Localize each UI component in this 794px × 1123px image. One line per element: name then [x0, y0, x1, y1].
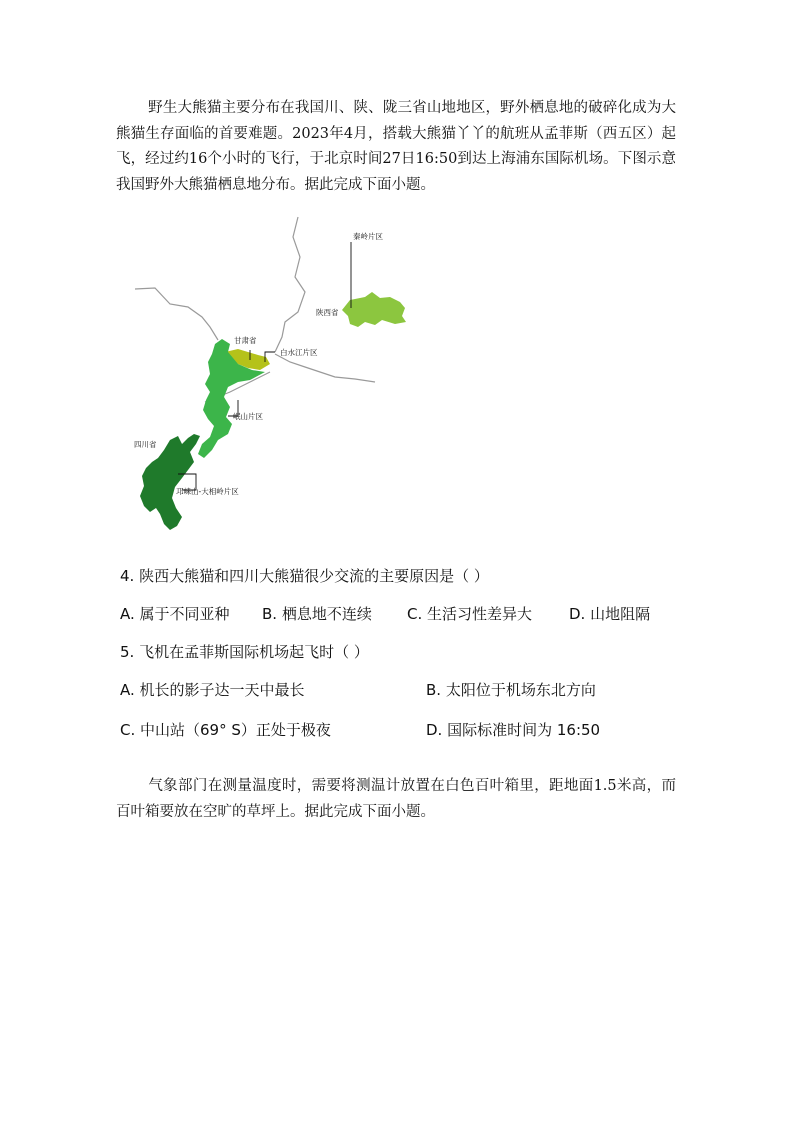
q5-option-d[interactable]: D. 国际标准时间为 16:50 — [426, 721, 601, 739]
q4-option-d[interactable]: D. 山地阻隔 — [569, 605, 651, 623]
label-shaanxi: 陕西省 — [316, 308, 339, 317]
question-4-stem: 4. 陕西大熊猫和四川大熊猫很少交流的主要原因是（ ） — [120, 567, 489, 585]
q4-option-c[interactable]: C. 生活习性差异大 — [407, 605, 533, 623]
label-baishuijiang: 白水江片区 — [280, 348, 318, 357]
label-qionglai: 邛崃山-大相岭片区 — [176, 487, 239, 496]
label-minshan: 岷山片区 — [233, 412, 263, 421]
label-gansu: 甘肃省 — [234, 336, 257, 345]
passage-1-text: 野生大熊猫主要分布在我国川、陕、陇三省山地地区，野外栖息地的破碎化成为大熊猫生存面临的首要难题。2023年4月，搭载大熊猫丫丫的航班从孟菲斯（西五区）起飞，经过约16个小时的飞行，于北京时间27日16:50到达上海浦东国际机场。下图示意我国野外大熊猫栖息地分布。据此完成下面小题。 — [116, 100, 676, 193]
passage-2-text: 气象部门在测量温度时，需要将测温计放置在白色百叶箱里，距地面1.5米高，而百叶箱要放在空旷的草坪上。据此完成下面小题。 — [116, 778, 676, 820]
passage-2 — [116, 774, 676, 825]
question-5-stem: 5. 飞机在孟菲斯国际机场起飞时（ ） — [120, 643, 369, 661]
q4-option-a[interactable]: A. 属于不同亚种 — [120, 605, 230, 623]
passage-1 — [116, 96, 676, 198]
q5-option-a[interactable]: A. 机长的影子达一天中最长 — [120, 681, 305, 699]
question-5-options-ab — [120, 679, 596, 700]
q4-option-b[interactable]: B. 栖息地不连续 — [262, 605, 372, 623]
panda-habitat-map — [120, 212, 420, 547]
question-4-options — [120, 603, 650, 624]
qinling-region — [342, 292, 406, 327]
q5-option-b[interactable]: B. 太阳位于机场东北方向 — [426, 681, 596, 699]
label-sichuan: 四川省 — [134, 440, 157, 449]
question-5-options-cd — [120, 719, 600, 740]
q5-option-c[interactable]: C. 中山站（69° S）正处于极夜 — [120, 721, 331, 739]
label-qinling: 秦岭片区 — [353, 232, 383, 241]
